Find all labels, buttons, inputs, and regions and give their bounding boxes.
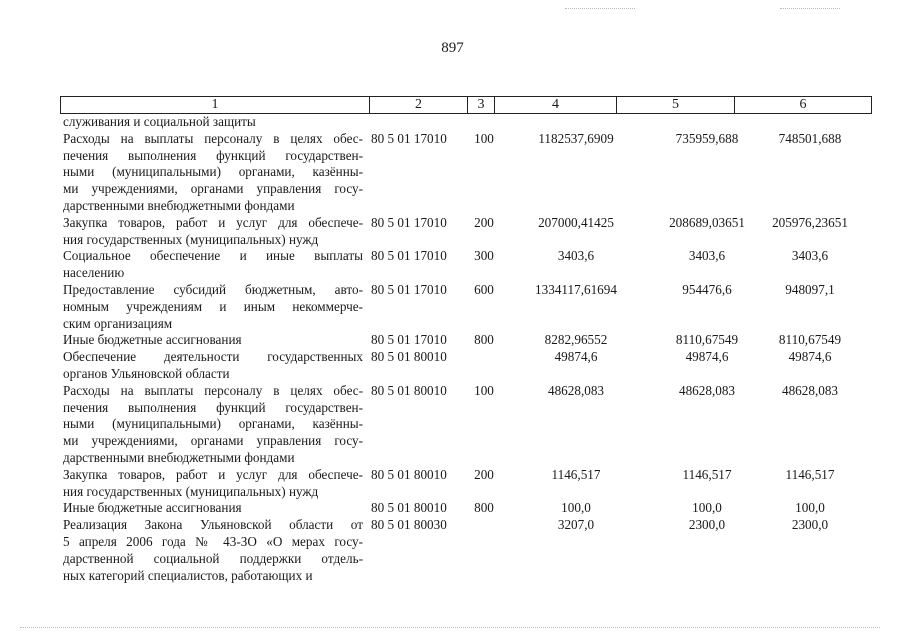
- row-name-line: ния государственных (муниципальных) нужд: [63, 231, 319, 247]
- row-value-col4: 48628,083: [547, 382, 605, 398]
- row-name: [63, 131, 363, 215]
- row-name-line: Предоставление субсидий бюджетным, авто-: [63, 281, 363, 297]
- row-value-col4: 1146,517: [551, 466, 601, 482]
- row-value-col6: 8110,67549: [778, 332, 842, 348]
- row-name: [63, 500, 363, 517]
- header-col-2: 2: [369, 97, 467, 113]
- row-name-line: органов Ульяновской области: [63, 365, 230, 381]
- row-name-line: ми учреждениями, органами управления госу-: [63, 433, 363, 449]
- table-row: [60, 500, 872, 517]
- row-name-line: населению: [63, 265, 125, 281]
- row-name-line: печения выполнения функций государствен-: [63, 147, 363, 163]
- scan-artifact: [780, 8, 840, 9]
- row-value-col6: 1146,517: [785, 466, 835, 482]
- row-name-line: Реализация Закона Ульяновской области от: [63, 517, 363, 533]
- row-value-col6: 205976,23651: [772, 214, 848, 230]
- scan-artifact: [20, 627, 880, 628]
- row-name-line: служивания и социальной защиты: [63, 114, 256, 129]
- row-code: 80 5 01 80010: [371, 382, 447, 398]
- row-name-line: ским организациям: [63, 315, 173, 331]
- header-col-6: 6: [734, 97, 871, 113]
- row-name: [63, 332, 363, 349]
- row-value-col6: 48628,083: [781, 382, 839, 398]
- row-name-line: Расходы на выплаты персоналу в целях обес-: [63, 382, 363, 398]
- row-name-line: Иные бюджетные ассигнования: [63, 500, 242, 516]
- page-number: 897: [441, 40, 464, 56]
- row-value-col5: 49874,6: [685, 349, 729, 365]
- row-name-line: Социальное обеспечение и иные выплаты: [63, 248, 363, 264]
- row-value-col5: 2300,0: [688, 517, 726, 533]
- row-name: [63, 215, 363, 249]
- row-value-col4: 100,0: [561, 500, 591, 516]
- row-name-line: дарственной социальной поддержки отдель-: [63, 550, 363, 566]
- scan-artifact: [565, 8, 635, 9]
- row-type: 300: [474, 248, 494, 264]
- table-header-row: [60, 96, 872, 114]
- row-value-col6: 100,0: [795, 500, 825, 516]
- row-name: [63, 349, 363, 383]
- row-name-line: Закупка товаров, работ и услуг для обеспече-: [63, 214, 363, 230]
- table-row: [60, 248, 872, 282]
- row-name-line: 5 апреля 2006 года № 43-ЗО «О мерах госу-: [63, 533, 363, 549]
- row-code: 80 5 01 80010: [371, 466, 447, 482]
- row-value-col5: 954476,6: [682, 281, 732, 297]
- row-value-col6: 748501,688: [778, 130, 842, 146]
- table-row: [60, 467, 872, 501]
- table-row: [60, 114, 872, 131]
- row-value-col5: 100,0: [692, 500, 722, 516]
- header-col-3: 3: [467, 97, 494, 113]
- row-name-line: Расходы на выплаты персоналу в целях обес-: [63, 130, 363, 146]
- row-name: [63, 383, 363, 467]
- row-name-line: ными (муниципальными) органами, казённы-: [63, 416, 363, 432]
- row-value-col4: 1182537,6909: [538, 130, 614, 146]
- row-code: 80 5 01 17010: [371, 130, 447, 146]
- table-row: [60, 517, 872, 584]
- row-code: 80 5 01 17010: [371, 332, 447, 348]
- row-name: [63, 114, 363, 131]
- row-value-col6: 3403,6: [791, 248, 829, 264]
- table-row: [60, 215, 872, 249]
- row-value-col6: 948097,1: [785, 281, 835, 297]
- row-type: 800: [474, 332, 494, 348]
- row-type: 800: [474, 500, 494, 516]
- row-value-col4: 1334117,61694: [535, 281, 617, 297]
- row-name: [63, 282, 363, 332]
- table-row: [60, 383, 872, 467]
- row-value-col4: 49874,6: [554, 349, 598, 365]
- row-value-col6: 49874,6: [788, 349, 832, 365]
- row-type: 600: [474, 281, 494, 297]
- row-name-line: печения выполнения функций государствен-: [63, 399, 363, 415]
- row-name-line: Закупка товаров, работ и услуг для обеспече-: [63, 466, 363, 482]
- row-value-col5: 208689,03651: [669, 214, 745, 230]
- table-row: [60, 332, 872, 349]
- table-row: [60, 131, 872, 215]
- row-name-line: дарственными внебюджетными фондами: [63, 197, 295, 213]
- row-name-line: Иные бюджетные ассигнования: [63, 332, 242, 348]
- row-code: 80 5 01 17010: [371, 281, 447, 297]
- row-name-line: ными (муниципальными) органами, казённы-: [63, 164, 363, 180]
- row-value-col4: 8282,96552: [544, 332, 608, 348]
- table-body: [60, 114, 872, 584]
- budget-table: [60, 96, 872, 584]
- row-value-col5: 735959,688: [675, 130, 739, 146]
- header-col-4: 4: [494, 97, 616, 113]
- row-value-col5: 1146,517: [682, 466, 732, 482]
- row-name: [63, 517, 363, 584]
- row-code: 80 5 01 80010: [371, 349, 447, 365]
- row-name-line: Обеспечение деятельности государственных: [63, 349, 363, 365]
- row-name-line: ных категорий специалистов, работающих и: [63, 567, 313, 583]
- row-name-line: дарственными внебюджетными фондами: [63, 449, 295, 465]
- row-value-col4: 3403,6: [557, 248, 595, 264]
- row-type: 200: [474, 466, 494, 482]
- row-value-col4: 3207,0: [557, 517, 595, 533]
- row-value-col5: 48628,083: [678, 382, 736, 398]
- row-code: 80 5 01 17010: [371, 248, 447, 264]
- row-code: 80 5 01 80030: [371, 517, 447, 533]
- header-col-1: 1: [211, 97, 219, 112]
- row-type: 100: [474, 130, 494, 146]
- row-code: 80 5 01 80010: [371, 500, 447, 516]
- header-col-5: 5: [616, 97, 734, 113]
- row-name-line: ми учреждениями, органами управления госу-: [63, 181, 363, 197]
- row-name: [63, 248, 363, 282]
- table-row: [60, 282, 872, 332]
- row-type: 200: [474, 214, 494, 230]
- row-value-col4: 207000,41425: [538, 214, 614, 230]
- table-row: [60, 349, 872, 383]
- row-value-col6: 2300,0: [791, 517, 829, 533]
- row-value-col5: 3403,6: [688, 248, 726, 264]
- row-value-col5: 8110,67549: [675, 332, 739, 348]
- row-type: 100: [474, 382, 494, 398]
- row-name-line: ния государственных (муниципальных) нужд: [63, 483, 319, 499]
- row-name-line: номным учреждениям и иным некоммерче-: [63, 298, 363, 314]
- row-code: 80 5 01 17010: [371, 214, 447, 230]
- row-name: [63, 467, 363, 501]
